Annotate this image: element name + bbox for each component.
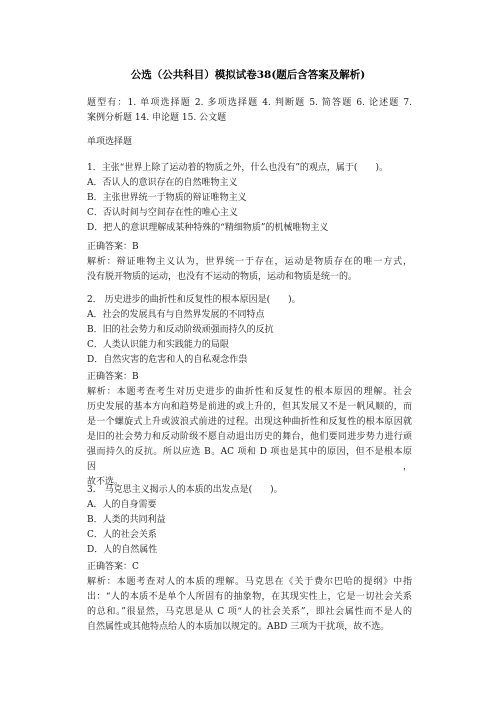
explanation-line: 历史发展的基本方向和趋势是前进的或上升的，但其发展又不是一帆风顺的，而: [87, 402, 412, 412]
explanation-line: 解析：本题考查考生对历史进步的曲折性和反复性的根本原因的理解。社会: [87, 387, 412, 397]
question-1: [87, 161, 412, 236]
option-c: C．人的社会关系: [87, 530, 157, 540]
document-title: 公选（公共科目）模拟试卷38(题后含答案及解析): [130, 69, 366, 81]
question-stem: 3． 马克思主义揭示人的本质的出发点是( )。: [87, 485, 283, 495]
option-b: B．旧的社会势力和反动阶级顽强而持久的反抗: [87, 325, 274, 335]
option-b: B．主张世界统一于物质的辩证唯物主义: [87, 193, 247, 203]
explanation-line: 是旧的社会势力和反动阶级不愿自动退出历史的舞台，他们要同进步势力进行顽: [87, 432, 412, 442]
option-c: C．否认时间与空间存在性的唯心主义: [87, 208, 238, 218]
question-stem: 2． 历史进步的曲折性和反复性的根本原因是( )。: [87, 295, 301, 305]
correct-answer: 正确答案：B: [87, 242, 139, 252]
option-d: D．把人的意识理解成某种特殊的“精细物质”的机械唯物主义: [87, 223, 329, 233]
explanation-line: 出：“人的本质不是单个人所固有的抽象物，在其现实性上，它是一切社会关系: [87, 592, 412, 602]
question-types: [87, 96, 412, 126]
section-label: 单项选择题: [87, 137, 133, 147]
option-b: B．人类的共同利益: [87, 515, 166, 525]
explanation-line: 解析：本题考查对人的本质的理解。马克思在《关于费尔巴哈的提纲》中指: [87, 577, 412, 587]
explanation-line: 没有脱开物质的运动，也没有不运动的物质，运动和物质是统一的。: [87, 272, 358, 282]
explanation-line: 强而持久的反抗。所以应选 B。AC 项和 D 项也是其中的原因，但不是根本原因，: [87, 447, 412, 472]
question-3: [87, 483, 412, 558]
option-c: C．人类认识能力和实践能力的局限: [87, 340, 229, 350]
option-a: A．人的自身需要: [87, 500, 157, 510]
option-d: D．自然灾害的危害和人的自私观念作祟: [87, 355, 248, 365]
explanation-line: 故不选。: [87, 477, 124, 487]
explanation-line: 的总和。”很显然，马克思是从 C 项“人的社会关系”，即社会属性而不是人的: [87, 607, 412, 617]
question-2: [87, 293, 412, 368]
section-heading: [87, 135, 412, 150]
explanation-line: 解析：辩证唯物主义认为，世界统一于存在，运动是物质存在的唯一方式，: [87, 257, 412, 267]
question-stem: 1．主张“世界上除了运动着的物质之外，什么也没有”的观点，属于( )。: [87, 163, 388, 173]
question-types-line: 案例分析题 14. 申论题 15. 公文题: [87, 113, 227, 123]
option-a: A．社会的发展具有与自然界发展的不同特点: [87, 310, 265, 320]
question-types-line: 题型有：1. 单项选择题 2. 多项选择题 4. 判断题 5. 简答题 6. 论述题 7.: [87, 98, 412, 108]
question-3-answer: [87, 560, 412, 635]
question-2-answer: [87, 370, 412, 490]
correct-answer: 正确答案：B: [87, 372, 139, 382]
correct-answer: 正确答案：C: [87, 562, 139, 572]
explanation-line: 是一个螺旋式上升或波浪式前进的过程。出现这种曲折性和反复性的根本原因就: [87, 417, 412, 427]
option-a: A．否认人的意识存在的自然唯物主义: [87, 178, 238, 188]
explanation-line: 自然属性或其他特点给人的本质加以规定的。ABD 三项为干扰项，故不选。: [87, 622, 390, 632]
option-d: D．人的自然属性: [87, 545, 158, 555]
question-1-answer: [87, 240, 412, 285]
